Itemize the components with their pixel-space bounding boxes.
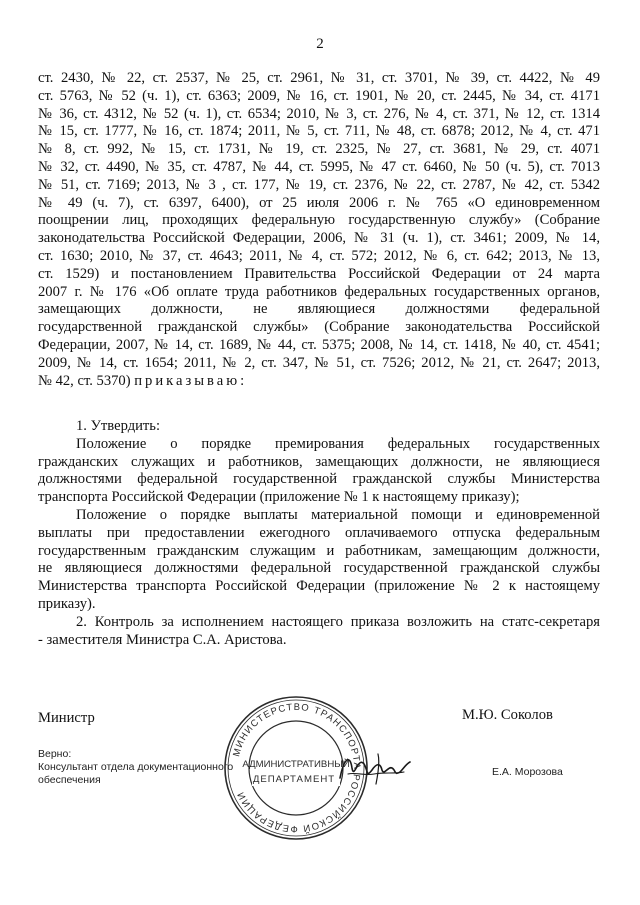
signatory-title: Министр <box>38 710 95 726</box>
preamble-last-line <box>38 373 600 391</box>
paragraph-2-line: государственным гражданским служащим и работникам, замещающим должности, <box>38 542 600 559</box>
preamble-line: № 8, ст. 992, № 15, ст. 1731, № 19, ст. 2325, № 27, ст. 3681, № 29, ст. 4071 <box>38 141 600 158</box>
paragraph-1-line: должностями федеральной государственной гражданской службы Министерства <box>38 471 600 488</box>
paragraph-2-line: Министерства транспорта Российской Федерации (приложение № 2 к настоящему <box>38 578 600 595</box>
preamble-line: законодательства Российской Федерации, 2006, № 31 (ч. 1), ст. 3461; 2009, № 14, <box>38 230 600 247</box>
preamble-line: 2009, № 14, ст. 1654; 2011, № 2, ст. 347, № 51, ст. 7526; 2012, № 21, ст. 2647; 2013, <box>38 354 600 371</box>
handwritten-signature <box>334 744 414 790</box>
stamp-center-line: ДЕПАРТАМЕНТ <box>252 774 336 785</box>
paragraph-2-line: Положение о порядке выплаты материальной помощи и единовременной <box>76 506 600 523</box>
verification-block <box>38 748 233 787</box>
preamble-text <box>38 70 600 390</box>
page-number: 2 <box>316 36 324 52</box>
signatory-name: М.Ю. Соколов <box>462 707 553 723</box>
item-1-heading: 1. Утвердить: <box>76 418 161 434</box>
preamble-last-prefix: № 42, ст. 5370) <box>38 372 135 389</box>
paragraph-1-line: гражданских служащих и работников, замещающих должности, не являющиеся <box>38 453 600 470</box>
preamble-line: ст. 5763, № 52 (ч. 1), ст. 6363; 2009, № 16, ст. 1901, № 20, ст. 2445, № 34, ст. 4171 <box>38 87 600 104</box>
verifier-position-line: Консультант отдела документационного <box>38 761 234 773</box>
preamble-line: № 36, ст. 4312, № 52 (ч. 1), ст. 6534; 2010, № 3, ст. 276, № 4, ст. 371, № 12, ст. 1314 <box>38 105 600 122</box>
verifier-name: Е.А. Морозова <box>492 766 563 778</box>
paragraph-1-line: Положение о порядке премирования федеральных государственных <box>76 435 600 452</box>
stamp-center-line: АДМИНИСТРАТИВНЫЙ <box>242 759 350 770</box>
decree-body <box>38 418 600 649</box>
preamble-line: № 51, ст. 7169; 2013, № 3 , ст. 177, № 19, ст. 2376, № 22, ст. 2787, № 42, ст. 5342 <box>38 176 600 193</box>
preamble-line: Федерации, 2007, № 14, ст. 1689, № 44, ст. 5375; 2008, № 14, ст. 1418, № 40, ст. 4541; <box>38 336 600 353</box>
preamble-line: поощрении лиц, проходящих федеральную государственную службу» (Собрание <box>38 212 600 229</box>
preamble-line: ст. 1630; 2010, № 37, ст. 4643; 2011, № 4, ст. 572; 2012, № 6, ст. 642; 2013, № 13, <box>38 247 600 264</box>
verification-label: Верно: <box>38 748 72 760</box>
verifier-position-line: обеспечения <box>38 774 101 786</box>
item-2-line: 2. Контроль за исполнением настоящего приказа возложить на статс-секретаря <box>76 613 600 630</box>
preamble-line: № 49 (ч. 7), ст. 6397, 6400), от 25 июля 2006 г. № 765 «О единовременном <box>38 194 600 211</box>
item-2-line: - заместителя Министра С.А. Аристова. <box>38 631 287 648</box>
preamble-line: № 32, ст. 4490, № 35, ст. 4787, № 44, ст. 5995, № 47 ст. 6460, № 50 (ч. 5), ст. 7013 <box>38 158 600 175</box>
order-command: приказываю: <box>134 372 248 389</box>
paragraph-2-line: приказу). <box>38 595 96 612</box>
paragraph-1-line: транспорта Российской Федерации (приложение № 1 к настоящему приказу); <box>38 489 520 506</box>
stamp-ring-text: МИНИСТЕРСТВО ТРАНСПОРТА РОССИЙСКОЙ ФЕДЕРАЦИИ <box>231 701 363 835</box>
paragraph-2-line: не являющиеся должностями федеральной государственной гражданской службы <box>38 560 600 577</box>
preamble-line: замещающих должности, не являющиеся должностями федеральной <box>38 301 600 318</box>
preamble-line: № 15, ст. 1777, № 16, ст. 1874; 2011, № 5, ст. 711, № 48, ст. 6878; 2012, № 4, ст. 471 <box>38 123 600 140</box>
preamble-line: ст. 1529) и постановлением Правительства Российской Федерации от 24 марта <box>38 265 600 282</box>
preamble-line: государственной гражданской службы» (Собрание законодательства Российской <box>38 319 600 336</box>
paragraph-2-line: выплаты при предоставлении ежегодного оплачиваемого отпуска федеральным <box>38 524 600 541</box>
preamble-line: ст. 2430, № 22, ст. 2537, № 25, ст. 2961, № 31, ст. 3701, № 39, ст. 4422, № 49 <box>38 70 600 86</box>
preamble-line: 2007 г. № 176 «Об оплате труда работников федеральных государственных органов, <box>38 283 600 300</box>
